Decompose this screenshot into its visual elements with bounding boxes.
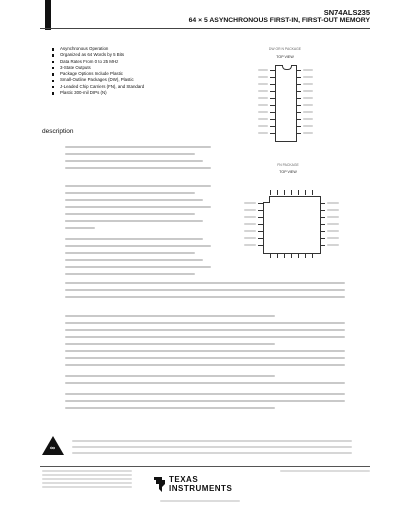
plcc-pin-top-bottom — [305, 253, 306, 258]
illegible-text-line — [244, 237, 256, 239]
header-rule — [40, 28, 370, 29]
dip-pin-left — [270, 126, 275, 127]
plcc-pin-side — [320, 217, 325, 218]
page-title: 64 × 5 ASYNCHRONOUS FIRST-IN, FIRST-OUT MEMORY — [188, 17, 370, 24]
illegible-text-line — [65, 336, 345, 338]
dip-pin-right — [296, 77, 301, 78]
feature-item-continuation: J-Leaded Chip Carriers (FN), and Standard — [52, 84, 202, 90]
illegible-text-line — [303, 83, 313, 85]
header-sidebar-bar — [45, 0, 51, 30]
illegible-text-line — [42, 482, 132, 484]
illegible-text-line — [42, 470, 132, 472]
illegible-text-line — [65, 350, 345, 352]
plcc-pin-top-bottom — [291, 190, 292, 195]
ti-logo-icon — [153, 475, 167, 493]
illegible-text-line — [244, 202, 256, 204]
illegible-text-line — [160, 500, 240, 502]
plcc-pin-side — [258, 245, 263, 246]
feature-item: Package Options Include Plastic — [52, 71, 202, 77]
plcc-pin-side — [258, 238, 263, 239]
plcc-pin-top-bottom — [270, 190, 271, 195]
illegible-text-line — [72, 446, 352, 448]
dip-pin-left — [270, 91, 275, 92]
plcc-package-title: FN PACKAGE — [277, 163, 299, 167]
plcc-pin-side — [320, 210, 325, 211]
dip-pin-right — [296, 70, 301, 71]
feature-item-continuation: Plastic 300-mil DIPs (N) — [52, 90, 202, 96]
illegible-text-line — [327, 223, 339, 225]
feature-list — [52, 46, 202, 96]
plcc-pin-side — [320, 238, 325, 239]
dip-pin-left — [270, 70, 275, 71]
illegible-text-line — [65, 329, 345, 331]
illegible-text-line — [327, 230, 339, 232]
illegible-text-line — [303, 97, 313, 99]
illegible-text-line — [258, 76, 268, 78]
illegible-text-line — [258, 118, 268, 120]
illegible-text-line — [303, 125, 313, 127]
plcc-pin-side — [320, 224, 325, 225]
illegible-text-line — [65, 213, 195, 215]
dip-pin-right — [296, 84, 301, 85]
dip-pin-right — [296, 133, 301, 134]
illegible-text-line — [303, 111, 313, 113]
illegible-text-line — [327, 244, 339, 246]
illegible-text-line — [303, 132, 313, 134]
illegible-text-line — [65, 199, 203, 201]
illegible-text-line — [258, 111, 268, 113]
illegible-text-line — [303, 90, 313, 92]
illegible-text-line — [327, 209, 339, 211]
plcc-pin-top-bottom — [284, 253, 285, 258]
illegible-text-line — [65, 375, 275, 377]
brand-line-2: INSTRUMENTS — [169, 484, 233, 493]
brand-line-1: TEXAS — [169, 475, 199, 484]
illegible-text-line — [42, 474, 132, 476]
illegible-text-line — [327, 202, 339, 204]
illegible-text-line — [65, 273, 195, 275]
illegible-text-line — [65, 315, 275, 317]
plcc-pin-side — [320, 245, 325, 246]
illegible-text-line — [65, 245, 211, 247]
plcc-pin-side — [320, 203, 325, 204]
plcc-package-view: TOP VIEW — [279, 170, 297, 174]
feature-item-continuation: Small-Outline Packages (DW), Plastic — [52, 77, 202, 83]
illegible-text-line — [65, 322, 345, 324]
illegible-text-line — [327, 237, 339, 239]
illegible-text-line — [65, 357, 345, 359]
dip-pin-right — [296, 126, 301, 127]
plcc-pin-side — [258, 210, 263, 211]
dip-pin-left — [270, 77, 275, 78]
illegible-text-line — [65, 400, 345, 402]
illegible-text-line — [244, 244, 256, 246]
plcc-pin-top-bottom — [277, 190, 278, 195]
illegible-text-line — [280, 470, 370, 472]
esd-symbol-icon: ∞ — [50, 445, 55, 452]
dip-pin-right — [296, 91, 301, 92]
illegible-text-line — [258, 125, 268, 127]
plcc-pin-side — [320, 231, 325, 232]
illegible-text-line — [65, 382, 345, 384]
illegible-text-line — [65, 160, 203, 162]
plcc-pin-side — [258, 217, 263, 218]
feature-item: 3-State Outputs — [52, 65, 202, 71]
dip-notch — [282, 65, 292, 70]
illegible-text-line — [258, 83, 268, 85]
dip-pin-right — [296, 112, 301, 113]
illegible-text-line — [258, 104, 268, 106]
plcc-pin-top-bottom — [312, 190, 313, 195]
illegible-text-line — [244, 223, 256, 225]
dip-pin-right — [296, 119, 301, 120]
illegible-text-line — [65, 153, 195, 155]
illegible-text-line — [42, 478, 132, 480]
illegible-text-line — [42, 486, 132, 488]
illegible-text-line — [65, 192, 195, 194]
illegible-text-line — [65, 343, 275, 345]
illegible-text-line — [72, 440, 352, 442]
illegible-text-line — [258, 90, 268, 92]
feature-item: Organized as 64 Words by 5 Bits — [52, 52, 202, 58]
illegible-text-line — [244, 209, 256, 211]
dip-package-view: TOP VIEW — [276, 55, 294, 59]
illegible-text-line — [65, 227, 95, 229]
plcc-pin-top-bottom — [284, 190, 285, 195]
part-number: SN74ALS235 — [323, 8, 370, 17]
dip-pin-right — [296, 98, 301, 99]
plcc-pin-side — [258, 231, 263, 232]
dip-pin-left — [270, 112, 275, 113]
illegible-text-line — [244, 230, 256, 232]
illegible-text-line — [303, 76, 313, 78]
illegible-text-line — [65, 238, 203, 240]
plcc-pin-side — [258, 224, 263, 225]
illegible-text-line — [65, 185, 211, 187]
plcc-pin-top-bottom — [312, 253, 313, 258]
dip-pin-left — [270, 133, 275, 134]
illegible-text-line — [65, 167, 211, 169]
dip-pin-left — [270, 84, 275, 85]
dip-pin-left — [270, 98, 275, 99]
illegible-text-line — [65, 259, 203, 261]
plcc-pin-top-bottom — [270, 253, 271, 258]
plcc-pin-side — [258, 203, 263, 204]
illegible-text-line — [65, 393, 345, 395]
illegible-text-line — [65, 296, 345, 298]
illegible-text-line — [65, 289, 345, 291]
illegible-text-line — [65, 146, 211, 148]
dip-package-title: DW OR N PACKAGE — [268, 47, 302, 51]
footer-rule — [40, 466, 370, 467]
illegible-text-line — [303, 104, 313, 106]
plcc-pin-top-bottom — [291, 253, 292, 258]
illegible-text-line — [65, 266, 211, 268]
illegible-text-line — [65, 220, 95, 222]
illegible-text-line — [258, 132, 268, 134]
illegible-text-line — [303, 118, 313, 120]
feature-item: Data Rates From 0 to 25 MHz — [52, 59, 202, 65]
illegible-text-line — [65, 252, 195, 254]
plcc-package-diagram — [263, 196, 321, 254]
illegible-text-line — [72, 452, 352, 454]
feature-item: Asynchronous Operation — [52, 46, 202, 52]
dip-package-diagram — [275, 65, 297, 142]
illegible-text-line — [65, 206, 211, 208]
illegible-text-line — [303, 69, 313, 71]
illegible-text-line — [65, 364, 345, 366]
dip-pin-right — [296, 105, 301, 106]
dip-pin-left — [270, 105, 275, 106]
illegible-text-line — [327, 216, 339, 218]
plcc-pin-top-bottom — [305, 190, 306, 195]
illegible-text-line — [65, 407, 275, 409]
plcc-pin-top-bottom — [298, 253, 299, 258]
illegible-text-line — [258, 69, 268, 71]
plcc-corner — [263, 196, 270, 203]
plcc-pin-top-bottom — [298, 190, 299, 195]
section-heading-description: description — [42, 128, 74, 135]
illegible-text-line — [244, 216, 256, 218]
dip-pin-left — [270, 119, 275, 120]
plcc-pin-top-bottom — [277, 253, 278, 258]
illegible-text-line — [65, 282, 345, 284]
illegible-text-line — [258, 97, 268, 99]
